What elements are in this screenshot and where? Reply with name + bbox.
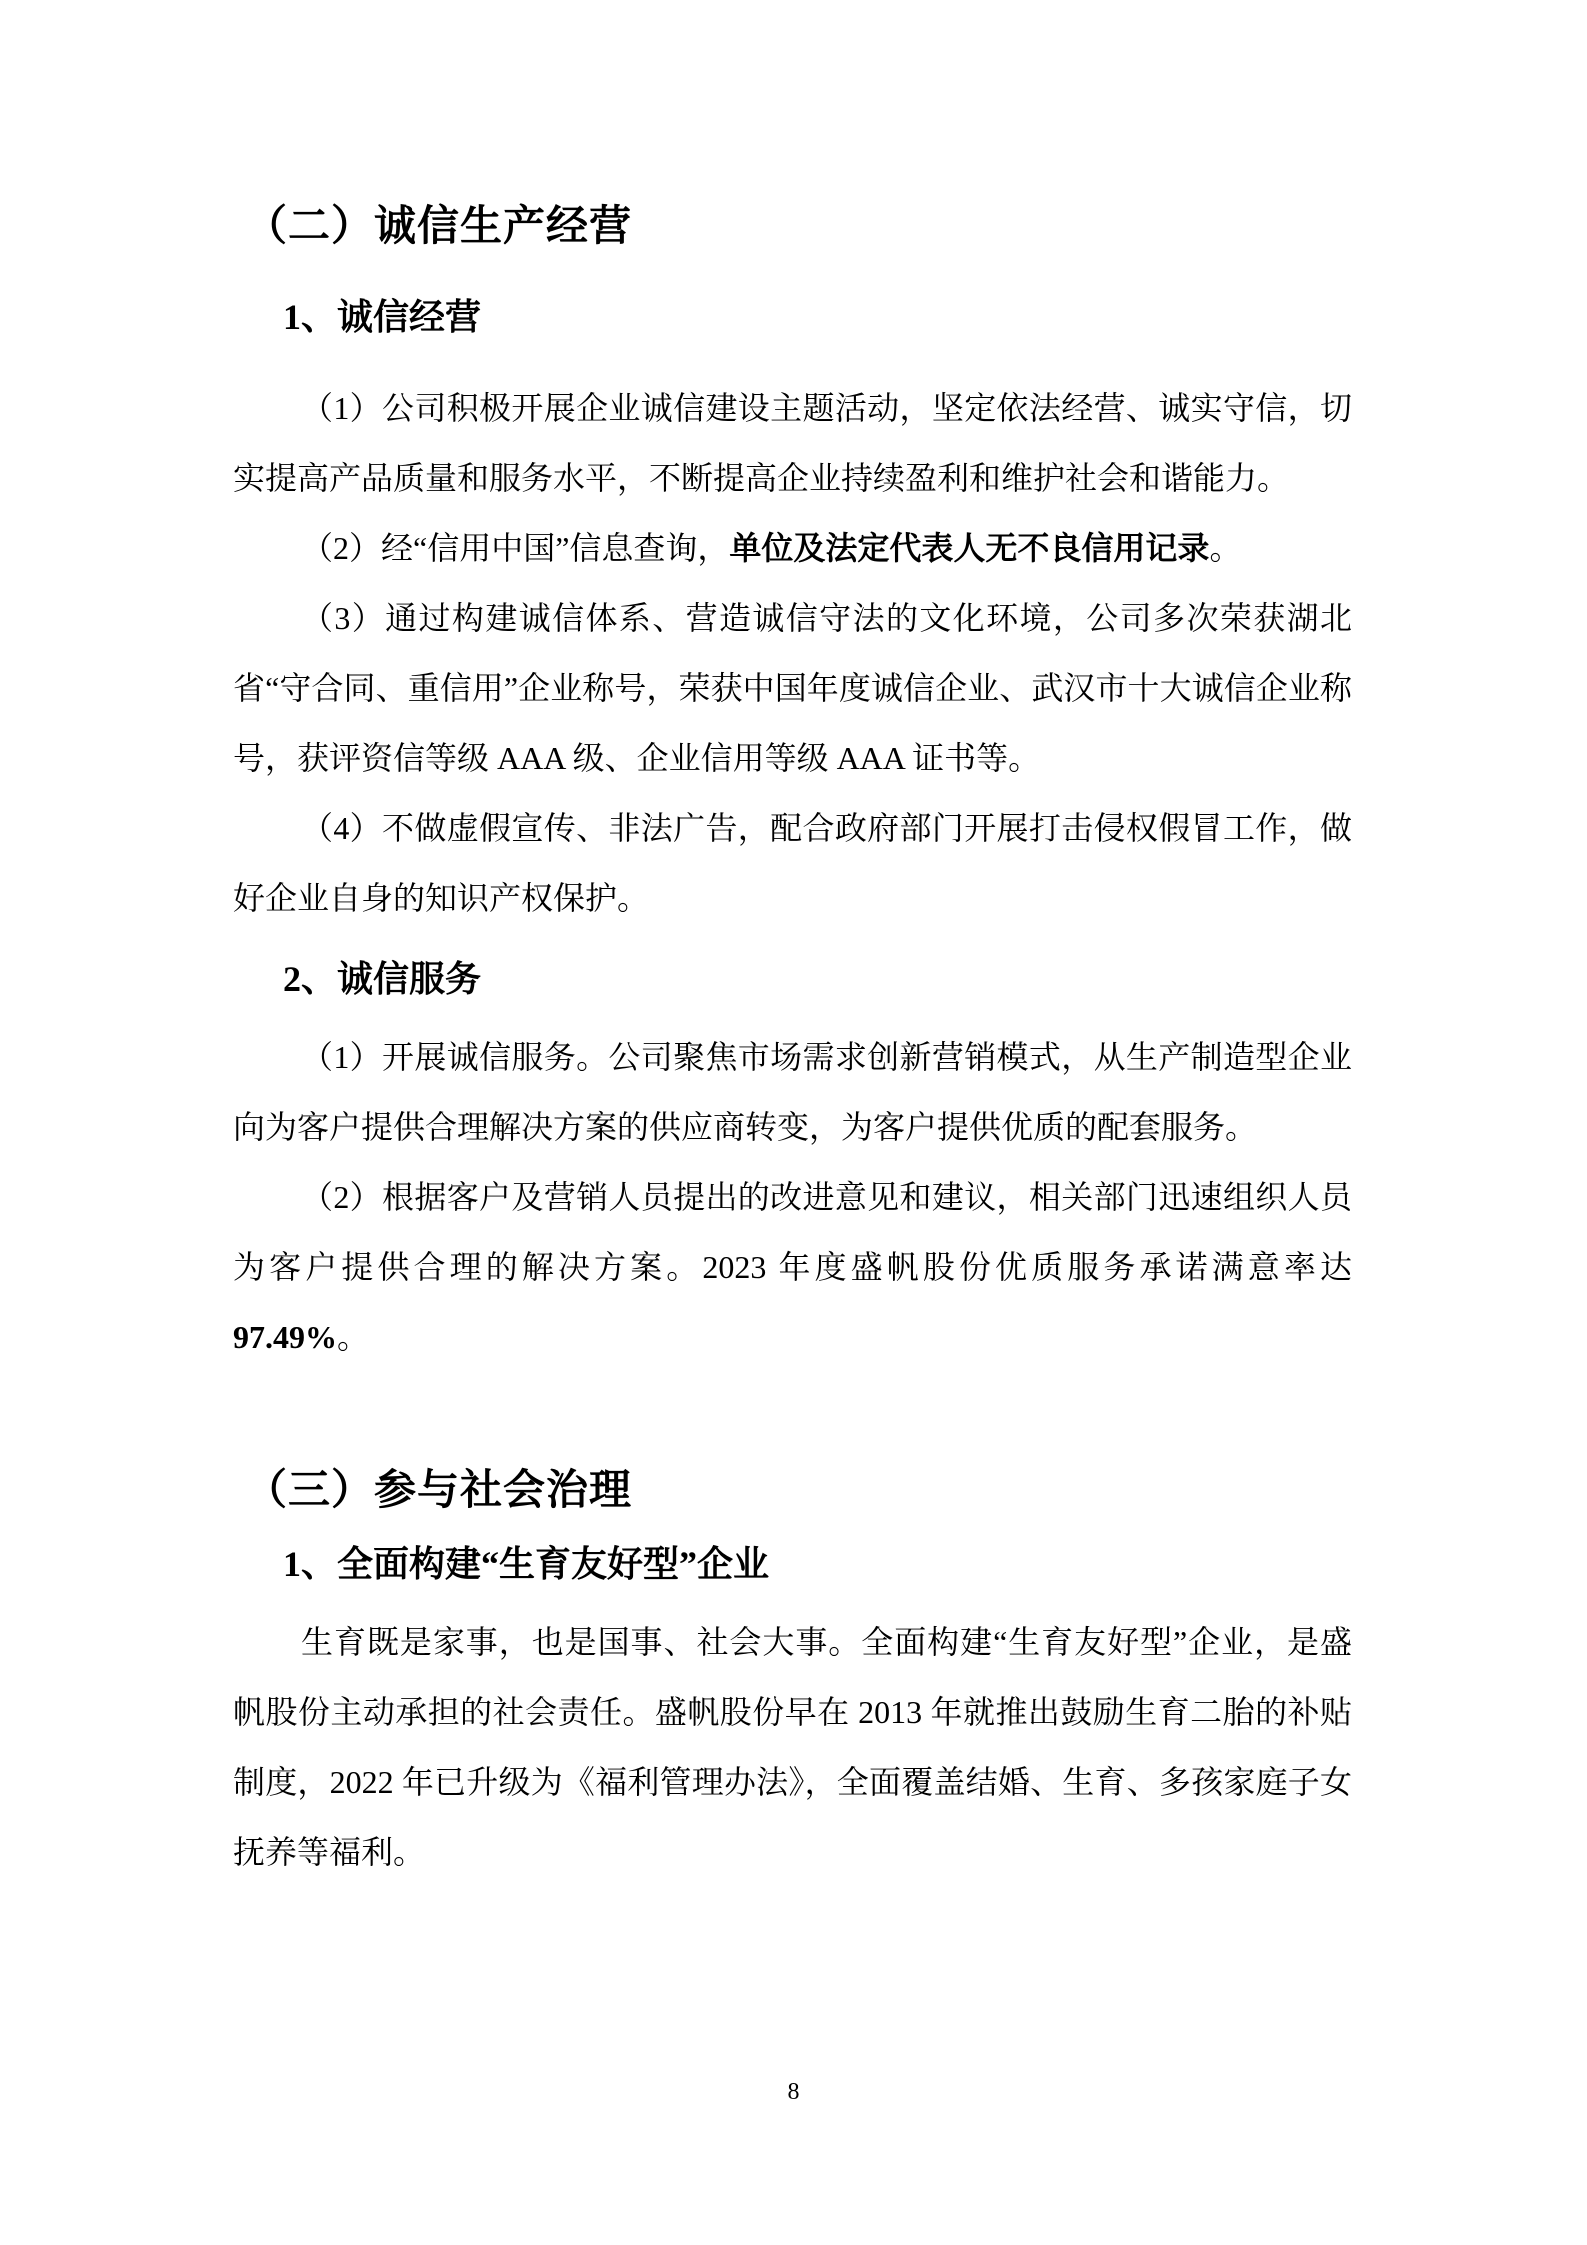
page-number: 8	[787, 2079, 800, 2105]
paragraph-credit-china-check-bold: 单位及法定代表人无不良信用记录	[729, 530, 1210, 566]
paragraph-service-satisfaction-tail: 。	[337, 1319, 370, 1355]
paragraph-service-satisfaction-lead: （2）根据客户及营销人员提出的改进意见和建议，相关部门迅速组织人员为客户提供合理的解决方案。2023 年度盛帆股份优质服务承诺满意率达	[233, 1179, 1352, 1285]
paragraph-service-satisfaction-rate: 97.49%	[233, 1319, 337, 1355]
paragraph-integrity-activities: （1）公司积极开展企业诚信建设主题活动，坚定依法经营、诚实守信，切实提高产品质量和服务水平，不断提高企业持续盈利和维护社会和谐能力。	[233, 390, 1352, 496]
paragraph-credit-china-check-tail: 。	[1209, 530, 1242, 566]
paragraph-no-false-advertising: （4）不做虚假宣传、非法广告，配合政府部门开展打击侵权假冒工作，做好企业自身的知识产权保护。	[233, 810, 1352, 916]
paragraph-integrity-honors: （3）通过构建诚信体系、营造诚信守法的文化环境，公司多次荣获湖北省“守合同、重信用”企业称号，荣获中国年度诚信企业、武汉市十大诚信企业称号，获评资信等级 AAA 级、企业信用等级 AAA 证书等。	[233, 600, 1352, 776]
section-heading-social-governance: （三）参与社会治理	[245, 1468, 633, 1514]
section-heading-integrity-production: （二）诚信生产经营	[245, 204, 633, 250]
subheading-fertility-friendly-enterprise: 1、全面构建“生育友好型”企业	[283, 1544, 770, 1584]
paragraph-fertility-welfare: 生育既是家事，也是国事、社会大事。全面构建“生育友好型”企业，是盛帆股份主动承担的社会责任。盛帆股份早在 2013 年就推出鼓励生育二胎的补贴制度，2022 年已升级为《福利管理办法》，全面覆盖结婚、生育、多孩家庭子女抚养等福利。	[233, 1624, 1352, 1870]
subheading-integrity-management: 1、诚信经营	[283, 297, 482, 337]
subheading-integrity-service: 2、诚信服务	[283, 959, 482, 999]
paragraph-credit-china-check-lead: （2）经“信用中国”信息查询，	[301, 530, 730, 566]
paragraph-service-satisfaction	[233, 1162, 1352, 1372]
paragraph-service-transformation: （1）开展诚信服务。公司聚焦市场需求创新营销模式，从生产制造型企业向为客户提供合理解决方案的供应商转变，为客户提供优质的配套服务。	[233, 1039, 1352, 1145]
paragraph-credit-china-check	[233, 513, 1352, 583]
document-content	[233, 0, 1352, 1887]
